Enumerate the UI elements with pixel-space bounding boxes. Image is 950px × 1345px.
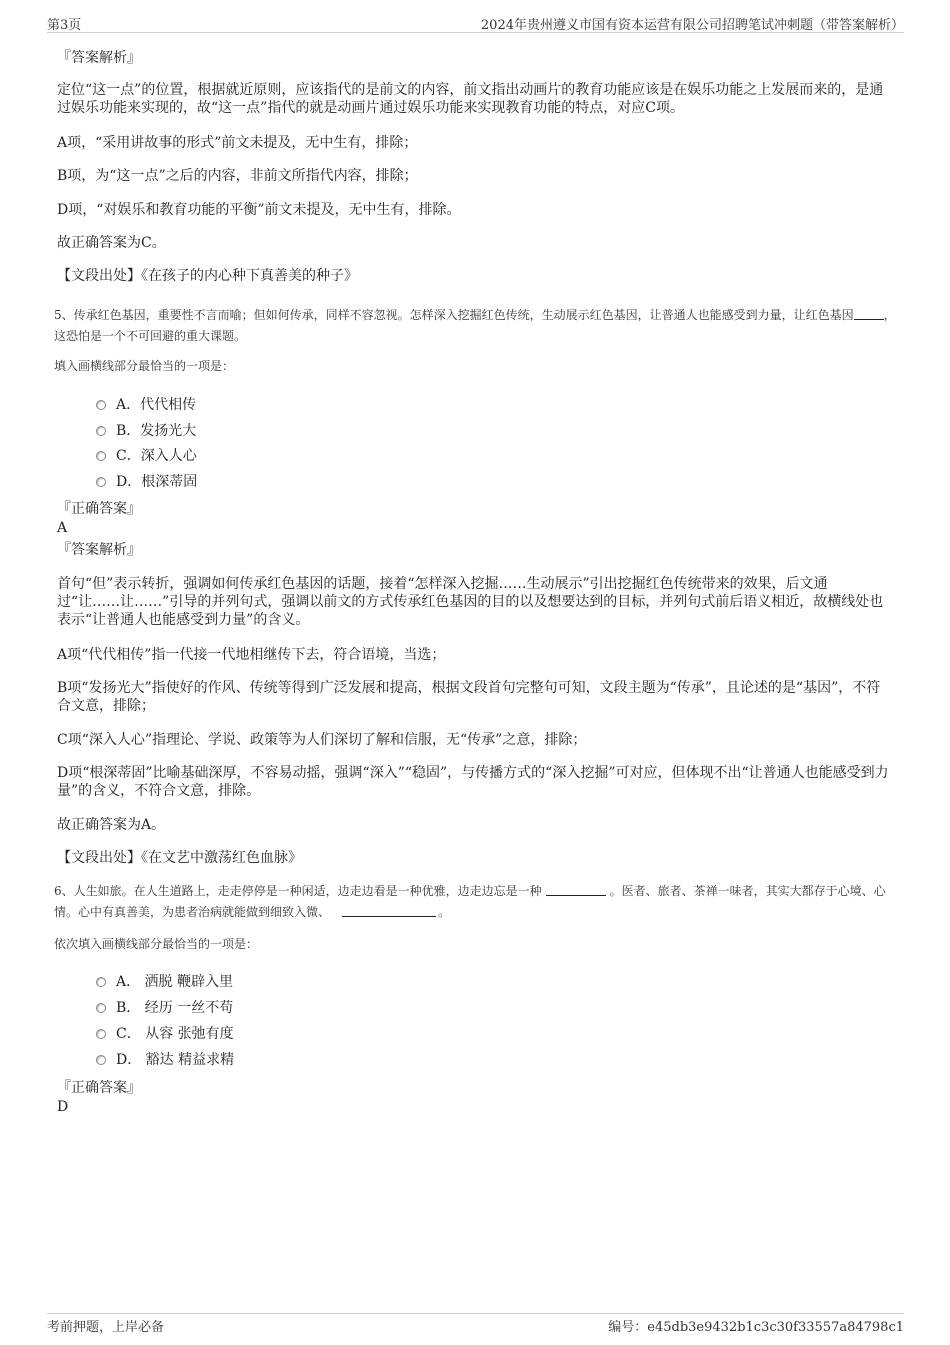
q5-source: 【文段出处】《在文艺中激荡红色血脉》 — [57, 850, 302, 866]
q5-option-c[interactable] — [96, 447, 197, 465]
radio-icon[interactable] — [96, 1003, 106, 1013]
option-label: D． 豁达 精益求精 — [116, 1052, 235, 1068]
page-number: 第3页 — [47, 18, 82, 33]
q5-answer: A — [57, 520, 68, 536]
q6-option-b[interactable] — [96, 999, 233, 1017]
q5-conclusion: 故正确答案为A。 — [57, 817, 166, 833]
q6-option-a[interactable] — [96, 973, 233, 991]
q6-option-d[interactable] — [96, 1051, 234, 1069]
q5-analysis-label: 『答案解析』 — [57, 542, 141, 558]
q5-prompt: 填入画横线部分最恰当的一项是： — [54, 359, 235, 373]
q5-option-a[interactable] — [96, 396, 196, 414]
radio-icon[interactable] — [96, 400, 106, 410]
radio-icon[interactable] — [96, 451, 106, 461]
q4-option-b-analysis: B项，为“这一点”之后的内容，非前文所指代内容，排除； — [57, 168, 418, 184]
option-label: A．代代相传 — [116, 397, 197, 413]
radio-icon[interactable] — [96, 1029, 106, 1039]
q5-option-a-analysis: A项“代代相传”指一代接一代地相继传下去，符合语境，当选； — [57, 647, 446, 663]
page-header — [47, 14, 904, 33]
option-label: A． 洒脱 鞭辟入里 — [116, 974, 234, 990]
q4-analysis-label: 『答案解析』 — [57, 50, 141, 66]
q5-stem-part1: 5、传承红色基因，重要性不言而喻；但如何传承，同样不容忽视。怎样深入挖掘红色传统，生动展示红色基因，让普通人也能感受到力量，让红色基因 — [54, 308, 854, 322]
document-code: 编号：e45db3e9432b1c3c30f33557a84798c1 — [608, 1320, 904, 1335]
radio-icon[interactable] — [96, 477, 106, 487]
option-label: B．发扬光大 — [116, 423, 197, 439]
footer-slogan: 考前押题，上岸必备 — [47, 1320, 165, 1335]
radio-icon[interactable] — [96, 426, 106, 436]
q5-stem-part2: ，这恐怕是一个不可回避的重大课题。 — [54, 308, 896, 343]
q6-prompt: 依次填入画横线部分最恰当的一项是： — [54, 937, 259, 951]
q4-option-a-analysis: A项，“采用讲故事的形式”前文未提及，无中生有，排除； — [57, 135, 418, 151]
document-title: 2024年贵州遵义市国有资本运营有限公司招聘笔试冲刺题（带答案解析） — [480, 18, 904, 33]
q5-stem — [54, 305, 898, 347]
q6-answer-label: 『正确答案』 — [57, 1080, 141, 1096]
q5-option-b[interactable] — [96, 422, 196, 440]
q4-conclusion: 故正确答案为C。 — [57, 235, 166, 251]
q6-blank-1 — [546, 883, 606, 896]
q4-analysis-text: 定位“这一点”的位置，根据就近原则，应该指代的是前文的内容，前文指出动画片的教育功能应该是在娱乐功能之上发展而来的，是通过娱乐功能来实现的，故“这一点”指代的就是动画片通过娱乐功能来实现教育功能的特点，对应C项。 — [57, 82, 884, 116]
q5-option-c-analysis: C项“深入人心”指理论、学说、政策等为人们深切了解和信服，无“传承”之意，排除； — [57, 732, 587, 748]
option-label: C．深入人心 — [116, 448, 197, 464]
q6-stem-part1: 6、人生如旅。在人生道路上，走走停停是一种闲适，边走边看是一种优雅，边走边忘是一种 — [54, 884, 542, 898]
radio-icon[interactable] — [96, 1055, 106, 1065]
q6-stem-part3: 。 — [438, 905, 451, 919]
q5-analysis-text: 首句“但”表示转折，强调如何传承红色基因的话题，接着“怎样深入挖掘……生动展示”引出挖掘红色传统带来的效果，后文通过“让……让……”引导的并列句式，强调以前文的方式传承红色基因的目的以及想要达到的目标，并列句式前后语义相近，故横线处也表示“让普通人也能感受到力量”的含义。 — [57, 576, 884, 628]
q5-option-b-analysis: B项“发扬光大”指使好的作风、传统等得到广泛发展和提高，根据文段首句完整句可知，文段主题为“传承”，且论述的是“基因”，不符合文意，排除； — [57, 680, 881, 714]
option-label: D．根深蒂固 — [116, 474, 198, 490]
q5-answer-label: 『正确答案』 — [57, 501, 141, 517]
q5-blank — [854, 307, 884, 320]
option-label: C． 从容 张弛有度 — [116, 1026, 234, 1042]
radio-icon[interactable] — [96, 977, 106, 987]
q6-blank-2 — [342, 904, 436, 917]
page-footer — [47, 1313, 904, 1335]
q6-stem-part2: 。医者、旅者、茶禅一味者，其实大都存于心境、心情。心中有真善美，为患者治病就能做到细致入微、 — [54, 884, 886, 919]
q6-option-c[interactable] — [96, 1025, 234, 1043]
q4-option-d-analysis: D项，“对娱乐和教育功能的平衡”前文未提及，无中生有，排除。 — [57, 202, 461, 218]
q5-option-d-analysis: D项“根深蒂固”比喻基础深厚，不容易动摇，强调“深入”“稳固”，与传播方式的“深入挖掘”可对应，但体现不出“让普通人也能感受到力量”的含义，不符合文意，排除。 — [57, 765, 889, 799]
q6-stem — [54, 881, 898, 923]
q4-source: 【文段出处】《在孩子的内心种下真善美的种子》 — [57, 268, 358, 284]
option-label: B． 经历 一丝不苟 — [116, 1000, 234, 1016]
q5-option-d[interactable] — [96, 473, 197, 491]
q6-answer: D — [57, 1099, 69, 1115]
